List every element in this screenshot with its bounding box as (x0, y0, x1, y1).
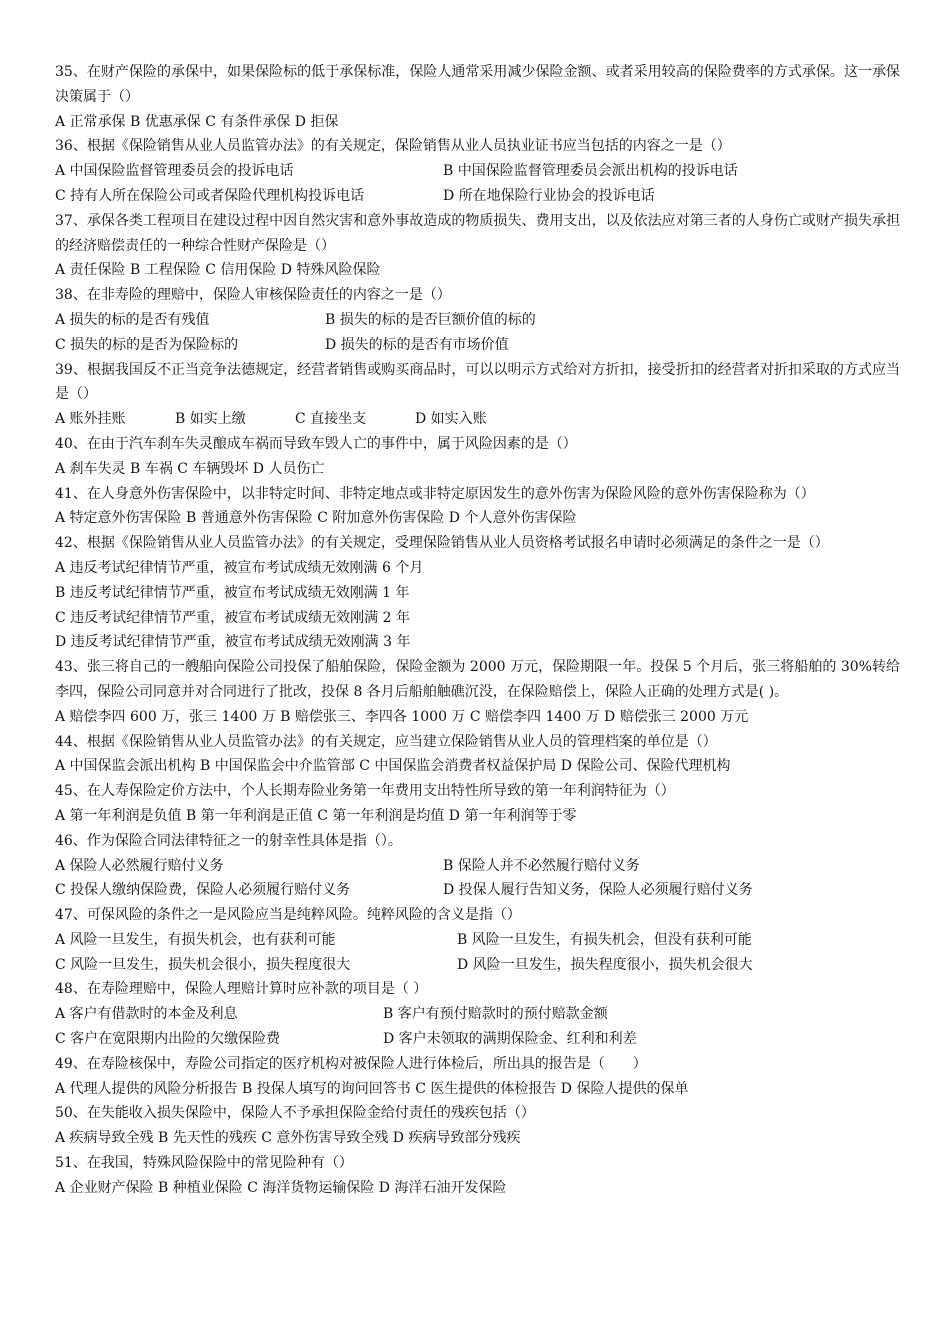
question-40 (55, 432, 900, 482)
option-a: A 损失的标的是否有残值 (55, 311, 210, 328)
option-d: D 违反考试纪律情节严重，被宣布考试成绩无效刚满 3 年 (55, 634, 411, 651)
option-a: A 风险一旦发生，有损失机会，也有获利可能 (55, 931, 336, 948)
question-41 (55, 482, 900, 532)
option-c: C 违反考试纪律情节严重，被宣布考试成绩无效刚满 2 年 (55, 609, 410, 626)
question-options (55, 928, 900, 978)
question-stem: 49、在寿险核保中，寿险公司指定的医疗机构对被保险人进行体检后，所出具的报告是（ ） (55, 1055, 647, 1072)
question-48 (55, 977, 900, 1051)
option-c: C 投保人缴纳保险费，保险人必须履行赔付义务 (55, 882, 351, 899)
question-stem: 42、根据《保险销售从业人员监管办法》的有关规定，受理保险销售从业人员资格考试报名申请时必须满足的条件之一是（） (55, 535, 829, 552)
option-a: A 违反考试纪律情节严重，被宣布考试成绩无效刚满 6 个月 (55, 559, 424, 576)
question-50 (55, 1101, 900, 1151)
question-47 (55, 903, 900, 977)
question-options (55, 308, 900, 358)
question-options: A 企业财产保险 B 种植业保险 C 海洋货物运输保险 D 海洋石油开发保险 (55, 1179, 507, 1196)
question-options (55, 854, 900, 904)
option-c: C 直接坐支 (295, 411, 367, 428)
option-b: B 保险人并不必然履行赔付义务 (443, 857, 640, 874)
question-options: A 正常承保 B 优惠承保 C 有条件承保 D 拒保 (55, 113, 339, 130)
question-stem: 40、在由于汽车刹车失灵酿成车祸而导致车毁人亡的事件中，属于风险因素的是（） (55, 435, 577, 452)
question-stem: 48、在寿险理赔中，保险人理赔计算时应补款的项目是（ ） (55, 981, 428, 998)
question-options: A 第一年利润是负值 B 第一年利润是正值 C 第一年利润是均值 D 第一年利润等于零 (55, 807, 577, 824)
question-45 (55, 779, 900, 829)
question-stem: 44、根据《保险销售从业人员监管办法》的有关规定，应当建立保险销售从业人员的管理档案的单位是（） (55, 733, 717, 750)
option-d: D 风险一旦发生，损失程度很小，损失机会很大 (457, 956, 753, 973)
question-options: A 赔偿李四 600 万，张三 1400 万 B 赔偿张三、李四各 1000 万 C 赔偿李四 1400 万 D 赔偿张三 2000 万元 (55, 708, 749, 725)
question-39 (55, 358, 900, 432)
option-d: D 损失的标的是否有市场价值 (325, 336, 509, 353)
option-b: B 风险一旦发生，有损失机会，但没有获利可能 (457, 931, 752, 948)
question-49 (55, 1052, 900, 1102)
option-a: A 账外挂账 (55, 411, 126, 428)
option-b: B 违反考试纪律情节严重，被宣布考试成绩无效刚满 1 年 (55, 584, 410, 601)
option-a: A 保险人必然履行赔付义务 (55, 857, 224, 874)
option-a: A 中国保险监督管理委员会的投诉电话 (55, 163, 294, 180)
question-stem: 47、可保风险的条件之一是风险应当是纯粹风险。纯粹风险的含义是指（） (55, 907, 521, 924)
question-37 (55, 209, 900, 283)
question-options: A 特定意外伤害保险 B 普通意外伤害保险 C 附加意外伤害保险 D 个人意外伤害保险 (55, 510, 577, 527)
option-d: D 如实入账 (415, 411, 487, 428)
question-stem: 43、张三将自己的一艘船向保险公司投保了船舶保险，保险金额为 2000 万元，保险期限一年。投保 5 个月后，张三将船舶的 30%转给李四，保险公司同意并对合同进行了批改，投保 8 各月后船舶触礁沉没，在保险赔偿上，保险人正确的处理方式是( )。 (55, 659, 900, 700)
option-d: D 客户未领取的满期保险金、红利和利差 (383, 1031, 637, 1048)
question-stem: 50、在失能收入损失保险中，保险人不予承担保险金给付责任的残疾包括（） (55, 1105, 535, 1122)
question-options (55, 1002, 900, 1052)
question-42 (55, 531, 900, 655)
question-options: A 中国保监会派出机构 B 中国保监会中介监管部 C 中国保监会消费者权益保护局 D 保险公司、保险代理机构 (55, 758, 731, 775)
question-stem: 35、在财产保险的承保中，如果保险标的低于承保标准，保险人通常采用减少保险金额、或者采用较高的保险费率的方式承保。这一承保决策属于（） (55, 64, 900, 105)
question-stem: 45、在人寿保险定价方法中，个人长期寿险业务第一年费用支出特性所导致的第一年利润特征为（） (55, 783, 675, 800)
option-c: C 客户在宽限期内出险的欠缴保险费 (55, 1031, 281, 1048)
option-a: A 客户有借款时的本金及利息 (55, 1006, 238, 1023)
option-c: C 风险一旦发生，损失机会很小，损失程度很大 (55, 956, 351, 973)
question-options: A 刹车失灵 B 车祸 C 车辆毁坏 D 人员伤亡 (55, 460, 325, 477)
question-stem: 46、作为保险合同法律特征之一的射幸性具体是指（）。 (55, 832, 402, 849)
question-stem: 39、根据我国反不正当竞争法德规定，经营者销售或购买商品时，可以以明示方式给对方折扣，接受折扣的经营者对折扣采取的方式应当是（） (55, 361, 900, 403)
question-stem: 37、承保各类工程项目在建设过程中因自然灾害和意外事故造成的物质损失、费用支出，以及依法应对第三者的人身伤亡或财产损失承担的经济赔偿责任的一种综合性财产保险是（） (55, 212, 900, 254)
question-stem: 36、根据《保险销售从业人员监管办法》的有关规定，保险销售从业人员执业证书应当包括的内容之一是（） (55, 138, 731, 155)
question-options: A 疾病导致全残 B 先天性的残疾 C 意外伤害导致全残 D 疾病导致部分残疾 (55, 1130, 521, 1147)
question-options (55, 159, 900, 209)
option-b: B 如实上缴 (175, 411, 246, 428)
option-b: B 中国保险监督管理委员会派出机构的投诉电话 (443, 163, 738, 180)
question-46 (55, 829, 900, 903)
question-51 (55, 1151, 900, 1201)
question-35 (55, 60, 900, 134)
question-43 (55, 655, 900, 729)
question-options: A 责任保险 B 工程保险 C 信用保险 D 特殊风险保险 (55, 262, 381, 279)
option-c: C 损失的标的是否为保险标的 (55, 336, 239, 353)
option-b: B 客户有预付赔款时的预付赔款金额 (383, 1006, 608, 1023)
question-38 (55, 283, 900, 357)
option-c: C 持有人所在保险公司或者保险代理机构投诉电话 (55, 187, 365, 204)
option-d: D 投保人履行告知义务，保险人必须履行赔付义务 (443, 882, 753, 899)
question-stem: 41、在人身意外伤害保险中，以非特定时间、非特定地点或非特定原因发生的意外伤害为保险风险的意外伤害保险称为（） (55, 485, 815, 502)
option-b: B 损失的标的是否巨额价值的标的 (325, 311, 536, 328)
question-44 (55, 730, 900, 780)
question-stem: 51、在我国，特殊风险保险中的常见险种有（） (55, 1155, 353, 1172)
question-options: A 代理人提供的风险分析报告 B 投保人填写的询问回答书 C 医生提供的体检报告 D 保险人提供的保单 (55, 1080, 689, 1097)
question-stem: 38、在非寿险的理赔中，保险人审核保险责任的内容之一是（） (55, 287, 451, 304)
question-options (55, 407, 900, 432)
question-36 (55, 134, 900, 208)
option-d: D 所在地保险行业协会的投诉电话 (443, 187, 655, 204)
